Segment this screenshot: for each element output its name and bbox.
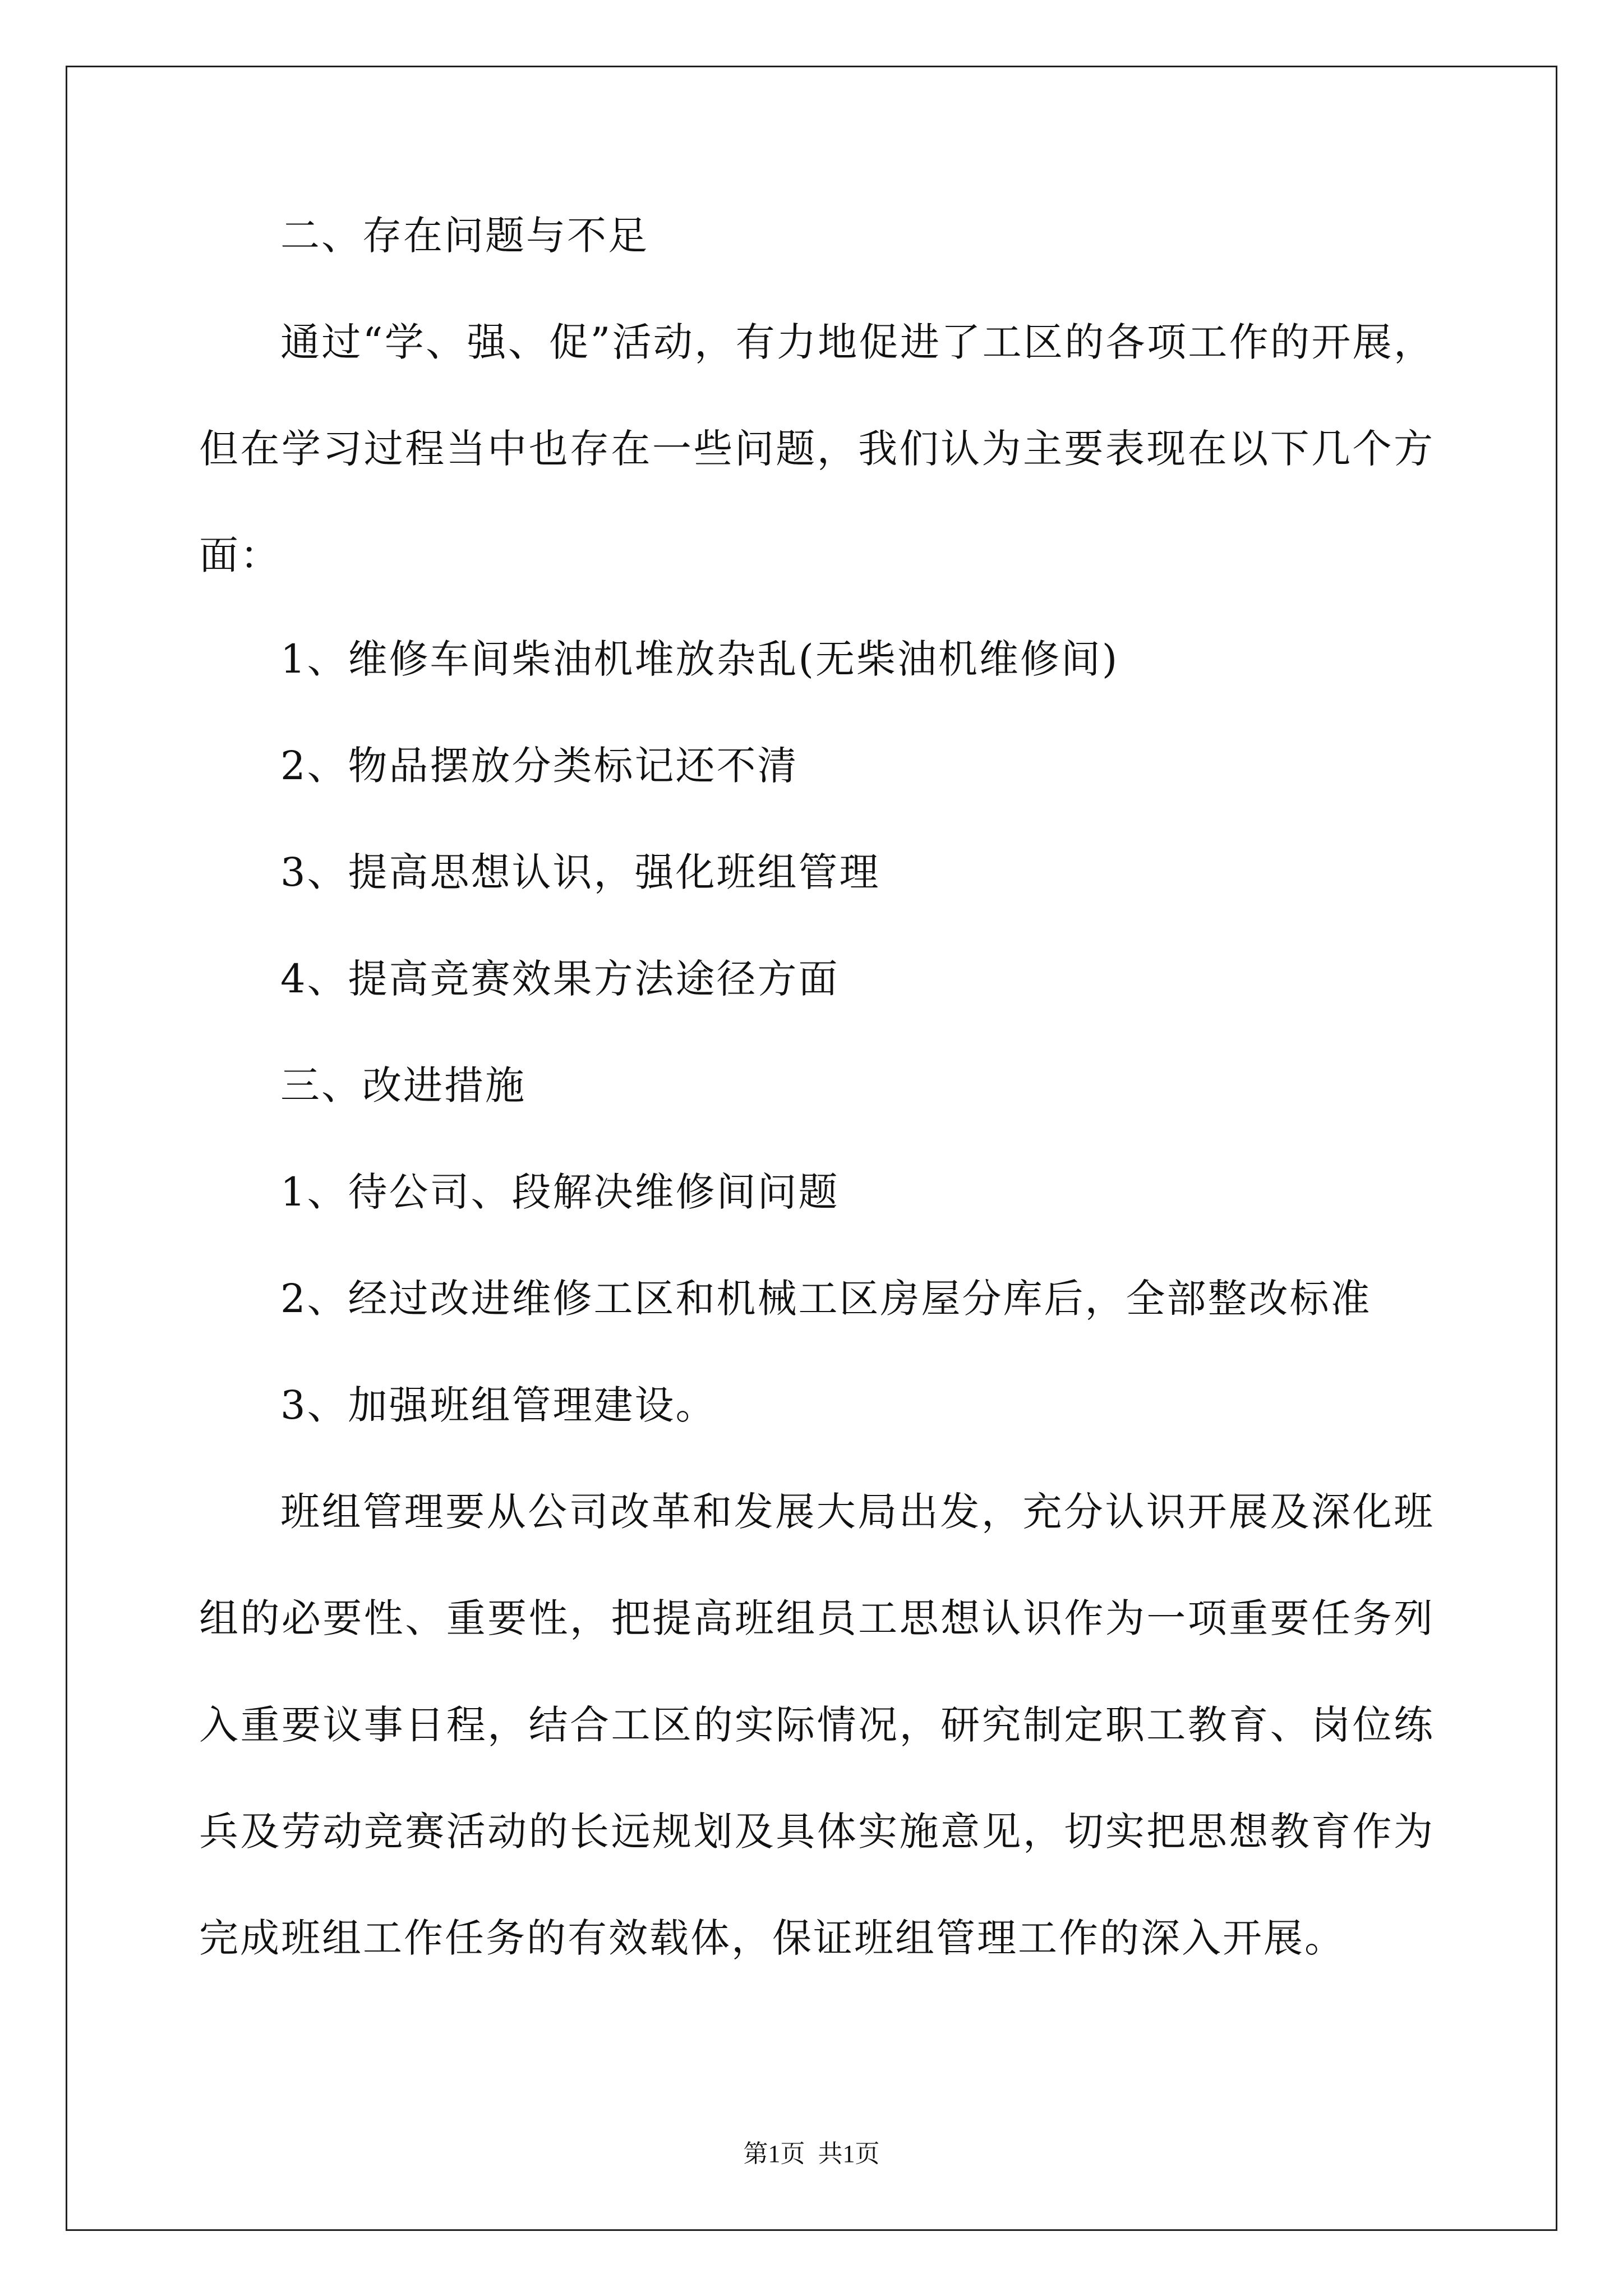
paragraph-line: 面： bbox=[199, 532, 281, 578]
paragraph-line: 班组管理要从公司改革和发展大局出发，充分认识开展及深化班 bbox=[280, 1489, 1433, 1535]
paragraph-line: 通过“学、强、促”活动，有力地促进了工区的各项工作的开展， bbox=[280, 319, 1433, 365]
page-border bbox=[66, 66, 1557, 2231]
section-heading-problems: 二、存在问题与不足 bbox=[280, 213, 649, 259]
paragraph-line: 组的必要性、重要性，把提高班组员工思想认识作为一项重要任务列 bbox=[199, 1595, 1433, 1641]
list-item: 1、维修车间柴油机堆放杂乱(无柴油机维修间) bbox=[280, 636, 1119, 682]
section-heading-measures: 三、改进措施 bbox=[280, 1062, 526, 1108]
list-item: 1、待公司、段解决维修间问题 bbox=[280, 1169, 840, 1215]
paragraph-line: 入重要议事日程，结合工区的实际情况，研究制定职工教育、岗位练 bbox=[199, 1702, 1433, 1748]
paragraph-line: 但在学习过程当中也存在一些问题，我们认为主要表现在以下几个方 bbox=[199, 426, 1433, 472]
paragraph-line: 兵及劳动竞赛活动的长远规划及具体实施意见，切实把思想教育作为 bbox=[199, 1809, 1433, 1855]
list-item: 3、加强班组管理建设。 bbox=[280, 1382, 717, 1428]
list-item: 3、提高思想认识，强化班组管理 bbox=[280, 849, 880, 895]
list-item: 4、提高竞赛效果方法途径方面 bbox=[280, 956, 840, 1002]
paragraph-line: 完成班组工作任务的有效载体，保证班组管理工作的深入开展。 bbox=[199, 1915, 1345, 1961]
list-item: 2、物品摆放分类标记还不清 bbox=[280, 743, 799, 789]
page-total: 共1页 bbox=[818, 2140, 880, 2168]
list-item: 2、经过改进维修工区和机械工区房屋分库后，全部整改标准 bbox=[280, 1276, 1372, 1322]
page-footer bbox=[0, 2137, 1623, 2171]
page-number: 第1页 bbox=[743, 2140, 805, 2168]
